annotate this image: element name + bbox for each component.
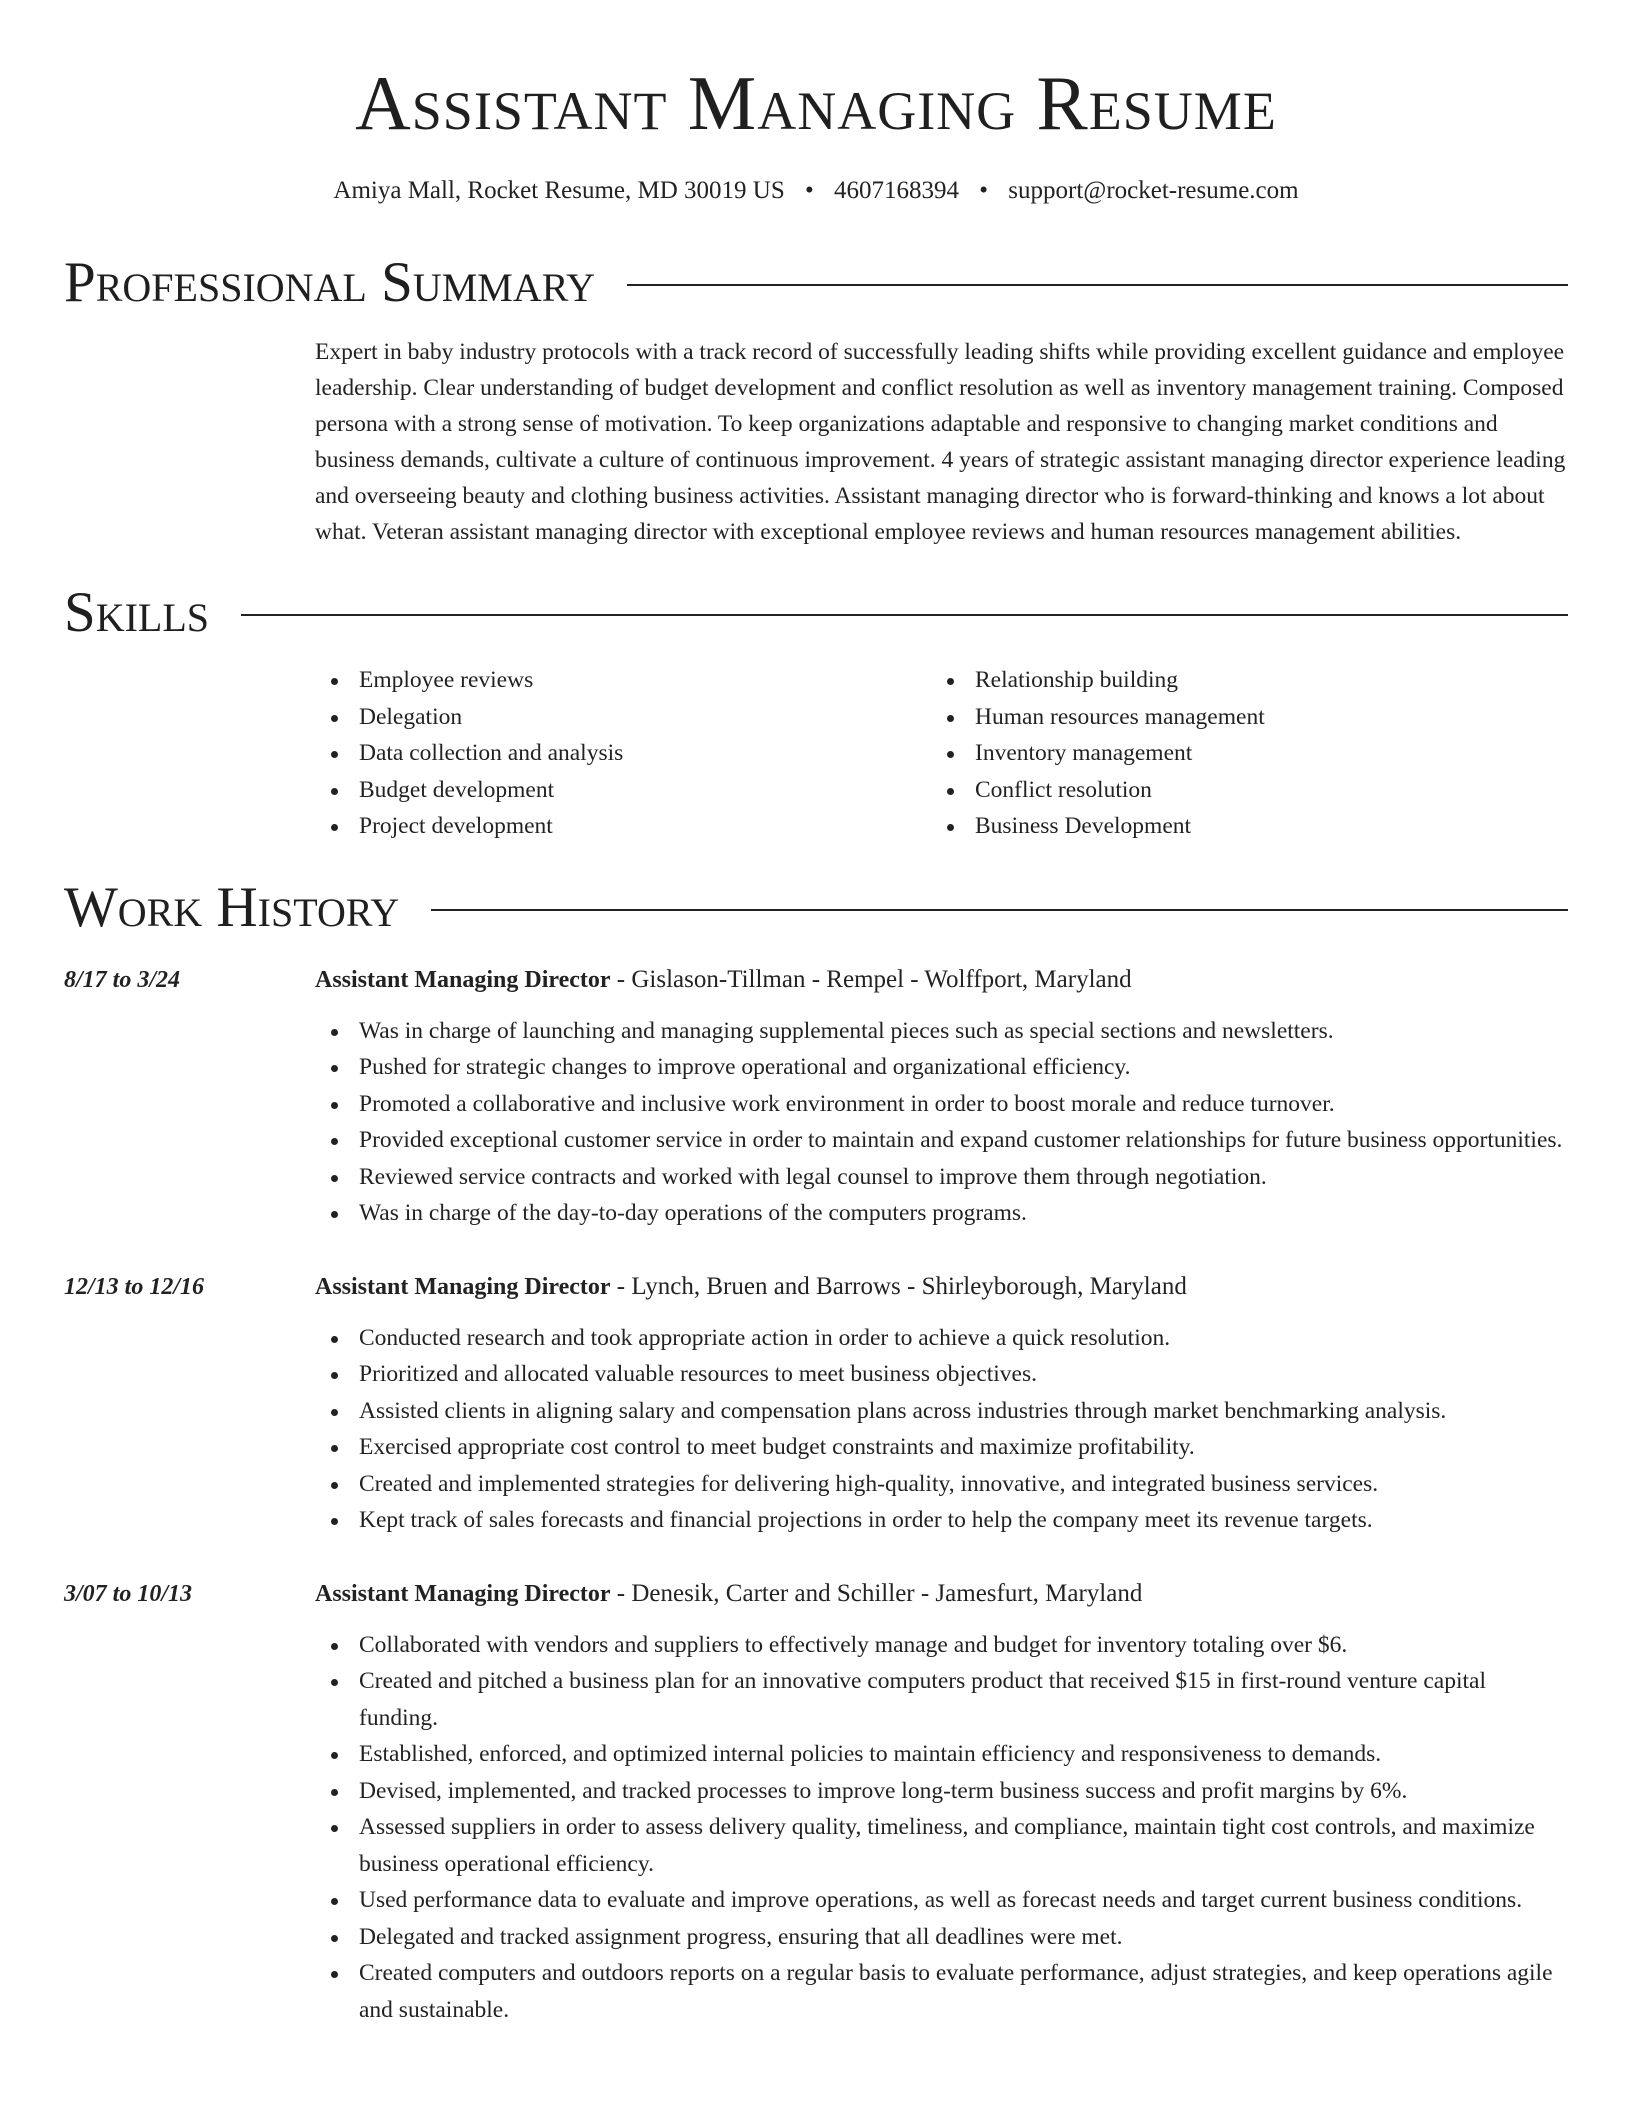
skill-item: Employee reviews — [315, 662, 931, 699]
skill-item: Business Development — [931, 808, 1547, 845]
job-bullets — [315, 1627, 1568, 2029]
contact-line — [64, 174, 1568, 208]
list-item: Created and implemented strategies for delivering high-quality, innovative, and integrated business services. — [315, 1466, 1568, 1503]
job-bullets — [315, 1320, 1568, 1539]
skills-heading: Skills — [64, 581, 210, 644]
address-text: Amiya Mall, Rocket Resume, MD 30019 US — [333, 177, 785, 204]
job-entry — [64, 1577, 1568, 2029]
work-heading: Work History — [64, 875, 400, 939]
skill-item: Data collection and analysis — [315, 735, 931, 772]
section-divider — [627, 284, 1568, 286]
summary-text: Expert in baby industry protocols with a track record of successfully leading shifts while providing excellent guidance and employee leadership. Clear understanding of budget development and conflict resolution as well as inventory management training. Composed persona with a strong sense of motivation. To keep organizations adaptable and responsive to changing market conditions and business demands, cultivate a culture of continuous improvement. 4 years of strategic assistant managing director experience leading and overseeing beauty and clothing business activities. Assistant managing director who is forward-thinking and knows a lot about what. Veteran assistant managing director with exceptional employee reviews and human resources management abilities. — [315, 339, 1566, 545]
job-title: Assistant Managing Director — [315, 966, 611, 993]
list-item: Created computers and outdoors reports on a regular basis to evaluate performance, adjust strategies, and keep operations agile and sustainable. — [315, 1955, 1568, 2028]
job-dates: 3/07 to 10/13 — [64, 1580, 193, 1607]
separator-dot: • — [805, 177, 814, 204]
job-title: Assistant Managing Director — [315, 1580, 611, 1607]
list-item: Delegated and tracked assignment progress, ensuring that all deadlines were met. — [315, 1919, 1568, 1956]
list-item: Used performance data to evaluate and improve operations, as well as forecast needs and target current business conditions. — [315, 1882, 1568, 1919]
job-title: Assistant Managing Director — [315, 1273, 611, 1300]
list-item: Provided exceptional customer service in order to maintain and expand customer relationships for future business opportunities. — [315, 1122, 1568, 1159]
skill-item: Budget development — [315, 772, 931, 809]
job-dates: 12/13 to 12/16 — [64, 1273, 205, 1300]
list-item: Was in charge of launching and managing supplemental pieces such as special sections and newsletters. — [315, 1013, 1568, 1050]
job-title-line — [315, 1270, 1187, 1304]
list-item: Kept track of sales forecasts and financial projections in order to help the company meet its revenue targets. — [315, 1502, 1568, 1539]
list-item: Was in charge of the day-to-day operations of the computers programs. — [315, 1195, 1568, 1232]
job-employer-location: - Denesik, Carter and Schiller - Jamesfurt, Maryland — [610, 1579, 1143, 1607]
job-entry — [64, 963, 1568, 1232]
skill-item: Relationship building — [931, 662, 1547, 699]
section-divider — [241, 614, 1568, 616]
list-item: Promoted a collaborative and inclusive work environment in order to boost morale and reduce turnover. — [315, 1086, 1568, 1123]
list-item: Reviewed service contracts and worked with legal counsel to improve them through negotiation. — [315, 1159, 1568, 1196]
list-item: Conducted research and took appropriate action in order to achieve a quick resolution. — [315, 1320, 1568, 1357]
job-title-line — [315, 1577, 1142, 1611]
email-text: support@rocket-resume.com — [1008, 177, 1299, 204]
job-employer-location: - Lynch, Bruen and Barrows - Shirleyborough, Maryland — [610, 1272, 1187, 1300]
skill-item: Conflict resolution — [931, 772, 1547, 809]
job-entry — [64, 1270, 1568, 1539]
job-bullets — [315, 1013, 1568, 1232]
skill-item: Inventory management — [931, 735, 1547, 772]
job-title-line — [315, 963, 1132, 997]
skills-column-left — [315, 662, 931, 845]
skill-item: Delegation — [315, 699, 931, 736]
separator-dot: • — [979, 177, 989, 204]
list-item: Created and pitched a business plan for an innovative computers product that received $15 in first-round venture capital funding. — [315, 1663, 1568, 1736]
list-item: Collaborated with vendors and suppliers to effectively manage and budget for inventory totaling over $6. — [315, 1627, 1568, 1664]
list-item: Pushed for strategic changes to improve operational and organizational efficiency. — [315, 1049, 1568, 1086]
list-item: Devised, implemented, and tracked processes to improve long-term business success and profit margins by 6%. — [315, 1773, 1568, 1810]
job-employer-location: - Gislason-Tillman - Rempel - Wolffport, Maryland — [610, 965, 1132, 993]
section-divider — [431, 909, 1568, 911]
skill-item: Human resources management — [931, 699, 1547, 736]
list-item: Assisted clients in aligning salary and compensation plans across industries through market benchmarking analysis. — [315, 1393, 1568, 1430]
skills-column-right — [931, 662, 1547, 845]
summary-section-header — [64, 250, 1568, 316]
page-title: Assistant Managing Resume — [355, 60, 1277, 146]
skill-item: Project development — [315, 808, 931, 845]
list-item: Exercised appropriate cost control to meet budget constraints and maximize profitability. — [315, 1429, 1568, 1466]
list-item: Assessed suppliers in order to assess delivery quality, timeliness, and compliance, maintain tight cost controls, and maximize business operational efficiency. — [315, 1809, 1568, 1882]
phone-text: 4607168394 — [834, 177, 960, 204]
work-section-header — [64, 875, 1568, 941]
job-dates: 8/17 to 3/24 — [64, 966, 181, 993]
skills-section-header — [64, 580, 1568, 646]
resume-page — [64, 0, 1568, 2028]
list-item: Established, enforced, and optimized internal policies to maintain efficiency and responsiveness to demands. — [315, 1736, 1568, 1773]
summary-heading: Professional Summary — [64, 251, 596, 314]
list-item: Prioritized and allocated valuable resources to meet business objectives. — [315, 1356, 1568, 1393]
skills-list — [315, 662, 1568, 845]
